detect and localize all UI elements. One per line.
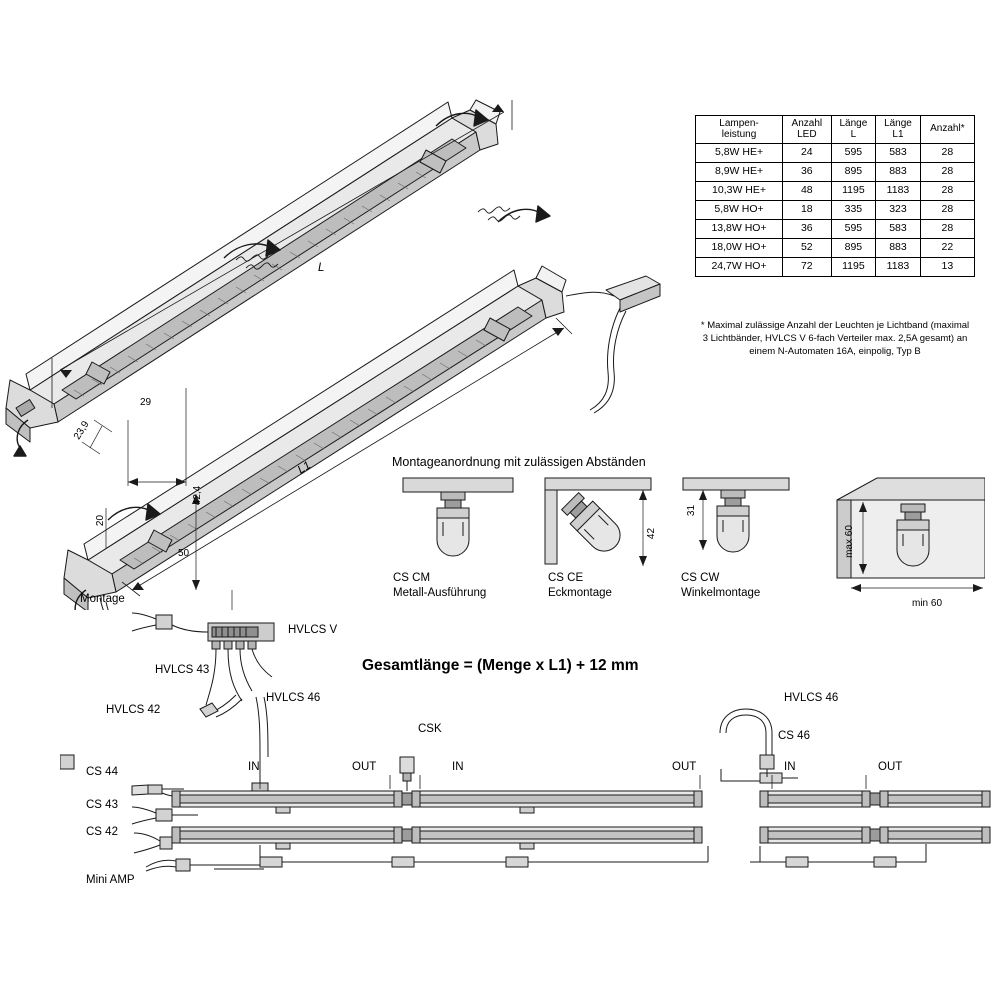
hvlcs-43-plug — [132, 613, 172, 631]
cell-power: 10,3W HE+ — [696, 182, 783, 201]
label-hvlcs-46-right: HVLCS 46 — [784, 692, 839, 704]
dim-label-min60: min 60 — [912, 598, 943, 609]
label-in-2: IN — [452, 761, 464, 773]
cell-l1: 583 — [876, 144, 921, 163]
label-hvlcs-43: HVLCS 43 — [155, 664, 210, 676]
cell-l1: 583 — [876, 220, 921, 239]
dim-label-23-9: 23,9 — [71, 419, 92, 442]
cell-led: 72 — [783, 258, 832, 277]
cell-count: 28 — [920, 220, 974, 239]
hvlcs-42-cable — [200, 695, 242, 717]
cell-power: 5,8W HE+ — [696, 144, 783, 163]
cell-l: 1195 — [831, 258, 876, 277]
label-hvlcs-42: HVLCS 42 — [106, 704, 161, 716]
cell-l: 595 — [831, 144, 876, 163]
cell-l1: 323 — [876, 201, 921, 220]
mini-amp-connector — [146, 859, 214, 871]
cs-42-connector — [134, 833, 172, 853]
table-header-row — [696, 116, 975, 144]
cell-count: 28 — [920, 201, 974, 220]
cell-power: 5,8W HO+ — [696, 201, 783, 220]
label-hvlcs-46-left: HVLCS 46 — [266, 692, 321, 704]
cell-l: 1195 — [831, 182, 876, 201]
label-mini-amp: Mini AMP — [86, 874, 135, 886]
csk-connector — [400, 757, 414, 791]
cell-led: 48 — [783, 182, 832, 201]
table-footnote: * Maximal zulässige Anzahl der Leuchten je Lichtband (maximal 3 Lichtbänder, HVLCS V 6-fach Verteiler max. 2,5A gesamt) an einem N-Automaten 16A, einpolig, Typ B — [700, 320, 970, 357]
dim-label-max60: max 60 — [843, 525, 855, 558]
luminaire-row-2 — [172, 827, 990, 849]
mounting-code-cs-cw: CS CW — [681, 572, 720, 584]
cell-led: 24 — [783, 144, 832, 163]
mounting-desc-cs-ce: Eckmontage — [548, 587, 612, 599]
dim-label-20: 20 — [95, 514, 107, 527]
table-row — [696, 258, 975, 277]
cell-l1: 883 — [876, 163, 921, 182]
cell-count: 22 — [920, 239, 974, 258]
cell-power: 13,8W HO+ — [696, 220, 783, 239]
th-laenge-l: Länge L — [831, 116, 876, 144]
th-anzahl-max: Anzahl* — [920, 116, 974, 144]
cell-l: 595 — [831, 220, 876, 239]
label-cs-43: CS 43 — [86, 799, 118, 811]
label-out-1: OUT — [352, 761, 377, 773]
table-row — [696, 239, 975, 258]
label-out-3: OUT — [878, 761, 903, 773]
dim-label-L1: L1 — [295, 459, 314, 477]
label-hvlcs-v: HVLCS V — [288, 624, 338, 636]
cell-l: 895 — [831, 163, 876, 182]
cs-43-connector — [132, 807, 198, 824]
cell-led: 52 — [783, 239, 832, 258]
label-cs-42: CS 42 — [86, 826, 118, 838]
mounting-cs-ce — [545, 478, 651, 566]
lower-cable-routing — [214, 844, 926, 869]
dim-label-31: 31 — [686, 504, 698, 517]
table-row — [696, 182, 975, 201]
table-row — [696, 201, 975, 220]
luminaire-row-1 — [172, 791, 990, 813]
wiring-diagram — [60, 605, 1000, 895]
label-in-3: IN — [784, 761, 796, 773]
cell-l1: 1183 — [876, 182, 921, 201]
mounting-cs-cw — [683, 478, 789, 552]
cell-power: 18,0W HO+ — [696, 239, 783, 258]
cell-count: 28 — [920, 182, 974, 201]
mounting-cs-cm — [403, 478, 513, 556]
cell-count: 28 — [920, 163, 974, 182]
mounting-clearance-box — [837, 478, 985, 592]
mounting-desc-cs-cm: Metall-Ausführung — [393, 587, 487, 599]
label-in-1: IN — [248, 761, 260, 773]
th-lampenleistung: Lampen- leistung — [696, 116, 783, 144]
cell-count: 13 — [920, 258, 974, 277]
label-csk: CSK — [418, 723, 442, 735]
mounting-section-title: Montageanordnung mit zulässigen Abständen — [392, 455, 646, 469]
cell-power: 24,7W HO+ — [696, 258, 783, 277]
th-laenge-l1: Länge L1 — [876, 116, 921, 144]
cell-led: 36 — [783, 163, 832, 182]
cell-l: 895 — [831, 239, 876, 258]
cell-l: 335 — [831, 201, 876, 220]
total-length-formula: Gesamtlänge = (Menge x L1) + 12 mm — [362, 657, 639, 674]
dim-label-29: 29 — [140, 397, 152, 408]
cell-l1: 883 — [876, 239, 921, 258]
label-cs-46: CS 46 — [778, 730, 810, 742]
table-row — [696, 144, 975, 163]
cell-led: 36 — [783, 220, 832, 239]
table-row — [696, 163, 975, 182]
dim-label-42: 42 — [646, 527, 658, 540]
mounting-desc-cs-cw: Winkelmontage — [681, 587, 761, 599]
cell-led: 18 — [783, 201, 832, 220]
cell-l1: 1183 — [876, 258, 921, 277]
mounting-code-cs-cm: CS CM — [393, 572, 431, 584]
dim-label-L: L — [318, 262, 325, 274]
montage-caption: Montage — [80, 593, 125, 605]
cell-power: 8,9W HE+ — [696, 163, 783, 182]
mounting-code-cs-ce: CS CE — [548, 572, 584, 584]
cell-count: 28 — [920, 144, 974, 163]
label-cs-44: CS 44 — [86, 766, 118, 778]
label-out-2: OUT — [672, 761, 697, 773]
table-row — [696, 220, 975, 239]
dim-label-50: 50 — [178, 548, 190, 559]
th-anzahl-led: Anzahl LED — [783, 116, 832, 144]
dim-label-42-4: 42,4 — [192, 485, 204, 506]
specification-table — [695, 115, 975, 277]
